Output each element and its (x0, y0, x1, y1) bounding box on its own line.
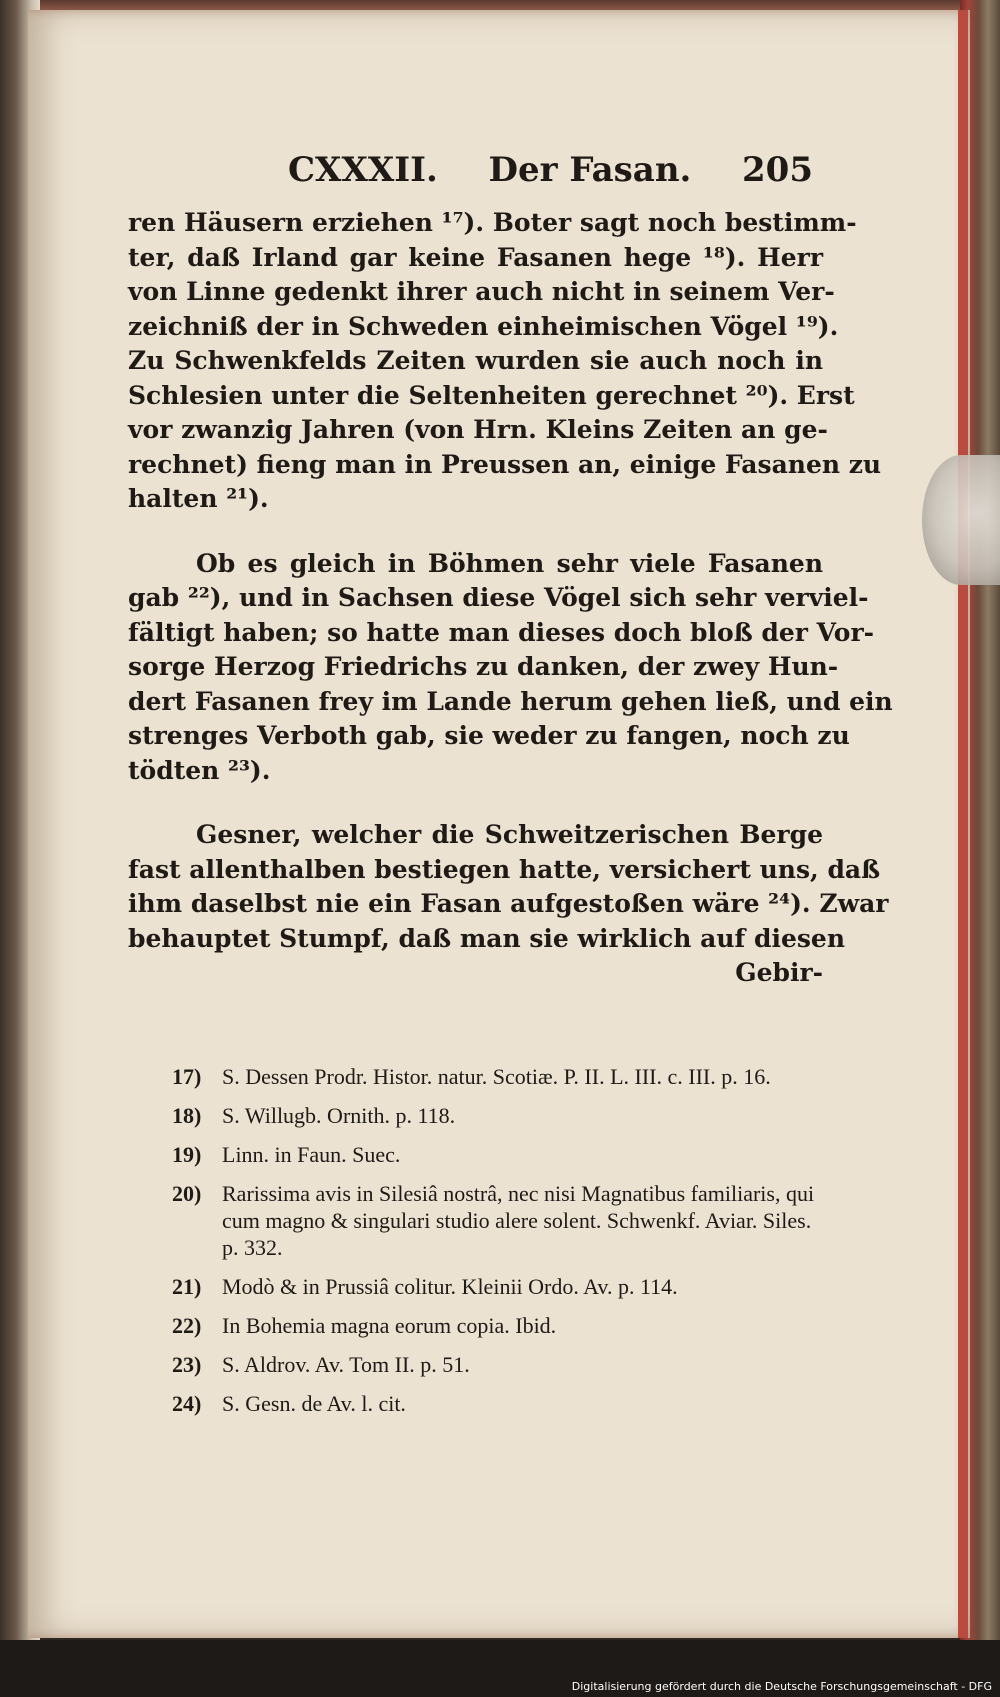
footnote (172, 1180, 822, 1261)
text-line: sorge Herzog Friedrichs zu danken, der zwey Hun- (128, 652, 839, 681)
page-header (288, 150, 813, 190)
footnote-text: In Bohemia magna eorum copia. Ibid. (222, 1313, 557, 1338)
footnote-number: 19) (172, 1142, 202, 1167)
footnote-text: S. Aldrov. Av. Tom II. p. 51. (222, 1352, 470, 1377)
paragraph-3 (128, 818, 889, 991)
footnote-text: Linn. in Faun. Suec. (222, 1142, 401, 1167)
text-line: von Linne gedenkt ihrer auch nicht in seinem Ver- (128, 277, 835, 306)
page-clip (922, 455, 1000, 585)
footnote (172, 1063, 822, 1090)
footnote-number: 21) (172, 1274, 202, 1299)
text-line: zeichniß der in Schweden einheimischen Vögel ¹⁹). (128, 311, 839, 341)
text-line: ren Häusern erziehen ¹⁷). Boter sagt noch bestimm- (128, 208, 857, 237)
footnote (172, 1102, 822, 1129)
text-line: behauptet Stumpf, daß man sie wirklich auf diesen (128, 923, 846, 953)
footnote-text: S. Willugb. Ornith. p. 118. (222, 1103, 456, 1128)
dfg-credit: Digitalisierung gefördert durch die Deutsche Forschungsgemeinschaft - DFG (571, 1680, 992, 1693)
footnote (172, 1351, 822, 1378)
footnote-text: S. Dessen Prodr. Histor. natur. Scotiæ. P. II. L. III. c. III. p. 16. (222, 1064, 771, 1089)
page-number: 205 (742, 150, 813, 190)
text-line: Zu Schwenkfelds Zeiten wurden sie auch noch in (128, 346, 823, 375)
footnote-text: Rarissima avis in Silesiâ nostrâ, nec nisi Magnatibus familiaris, qui cum magno & singulari studio alere solent. Schwenkf. Aviar. Siles. p. 332. (222, 1181, 815, 1260)
footnote-number: 17) (172, 1064, 202, 1089)
text-line: vor zwanzig Jahren (von Hrn. Kleins Zeiten an ge- (128, 415, 828, 444)
footnote (172, 1273, 822, 1300)
text-line: gab ²²), und in Sachsen diese Vögel sich sehr verviel- (128, 583, 869, 612)
footnote-text: Modò & in Prussiâ colitur. Kleinii Ordo. Av. p. 114. (222, 1274, 678, 1299)
paragraph-2 (128, 547, 893, 789)
footnote-number: 22) (172, 1313, 202, 1338)
footnote-text: S. Gesn. de Av. l. cit. (222, 1391, 406, 1416)
chapter-number: CXXXII. (288, 150, 438, 190)
footnote (172, 1312, 822, 1339)
footnote-number: 23) (172, 1352, 202, 1377)
text-line: ter, daß Irland gar keine Fasanen hege ¹⁸). Herr (128, 242, 823, 272)
catchword: Gebir- (735, 958, 823, 987)
text-line: dert Fasanen frey im Lande herum gehen ließ, und ein (128, 686, 893, 716)
text-line: Schlesien unter die Seltenheiten gerechnet ²⁰). Erst (128, 380, 855, 410)
text-line: strenges Verboth gab, sie weder zu fangen, noch zu (128, 721, 850, 750)
footnotes (172, 1063, 822, 1429)
footnote (172, 1390, 822, 1417)
main-text (128, 150, 893, 991)
footnote-number: 18) (172, 1103, 202, 1128)
footnote-number: 24) (172, 1391, 202, 1416)
chapter-title: Der Fasan. (488, 150, 692, 190)
text-line: fältigt haben; so hatte man dieses doch bloß der Vor- (128, 617, 874, 647)
paragraph-1 (128, 206, 882, 517)
footnote-number: 20) (172, 1181, 202, 1206)
text-line: rechnet) fieng man in Preussen an, einige Fasanen zu (128, 449, 882, 479)
text-line: tödten ²³). (128, 755, 271, 785)
text-line: Gesner, welcher die Schweitzerischen Berge (196, 820, 823, 849)
text-line: halten ²¹). (128, 484, 269, 513)
footnote (172, 1141, 822, 1168)
text-line: fast allenthalben bestiegen hatte, versichert uns, daß (128, 854, 881, 884)
page-red-edge (958, 10, 968, 1638)
text-line: Ob es gleich in Böhmen sehr viele Fasanen (196, 548, 823, 578)
text-line: ihm daselbst nie ein Fasan aufgestoßen wäre ²⁴). Zwar (128, 889, 889, 918)
